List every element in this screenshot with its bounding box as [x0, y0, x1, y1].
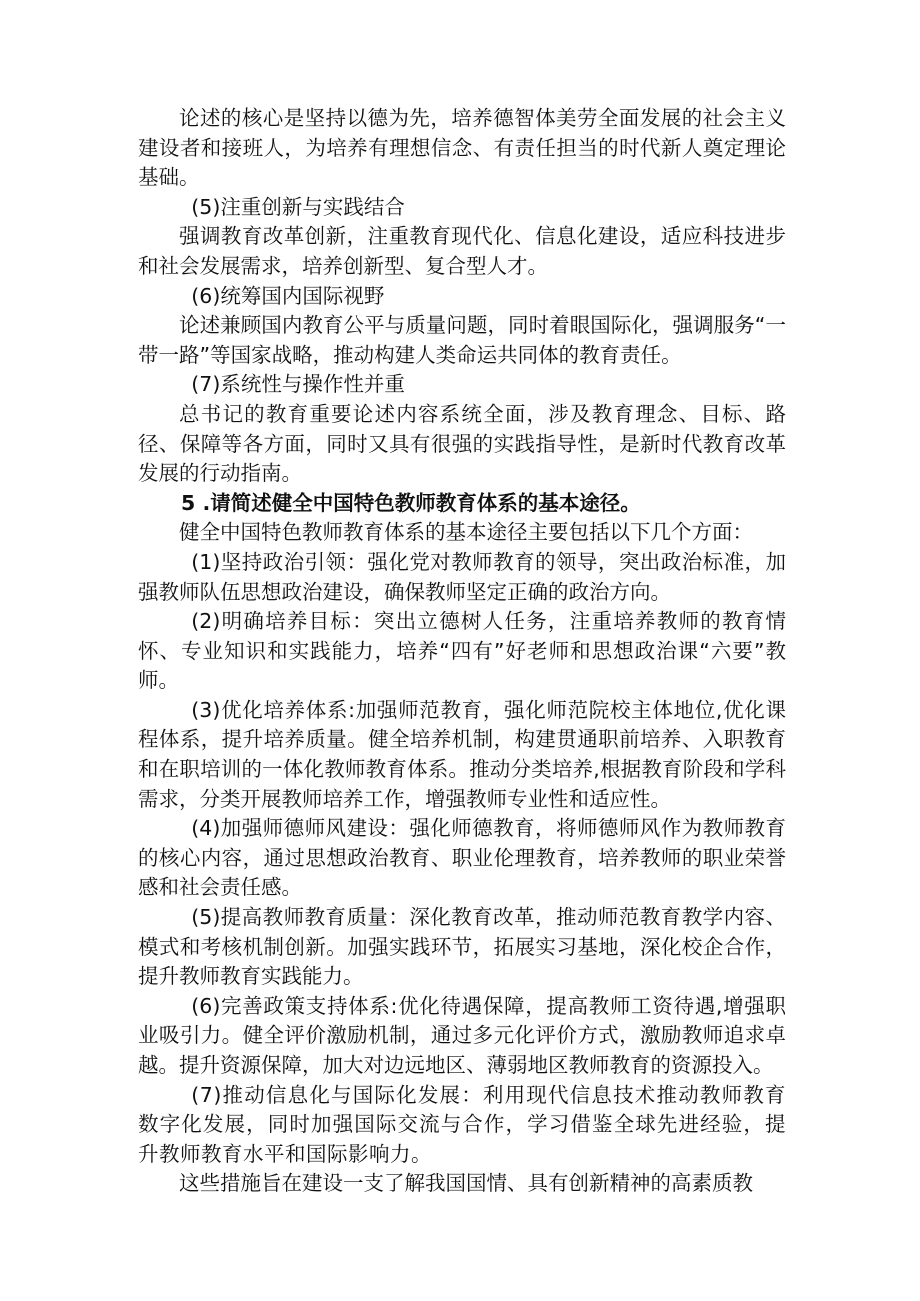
- paragraph-core-summary: 论述的核心是坚持以德为先，培养德智体美劳全面发展的社会主义建设者和接班人，为培养有理想信念、有责任担当的时代新人奠定理论基础。: [138, 106, 786, 190]
- list-item-political-guidance: (1)坚持政治引领：强化党对教师教育的领导，突出政治标准，加强教师队伍思想政治建设，确保教师坚定正确的政治方向。: [138, 549, 786, 604]
- list-item-education-quality: (5)提高教师教育质量：深化教育改革，推动师范教育教学内容、模式和考核机制创新。加强实践环节，拓展实习基地，深化校企合作，提升教师教育实践能力。: [138, 905, 786, 989]
- list-item-informatization-internationalization: (7)推动信息化与国际化发展：利用现代信息技术推动教师教育数字化发展，同时加强国际交流与合作，学习借鉴全球先进经验，提升教师教育水平和国际影响力。: [138, 1082, 786, 1166]
- list-item-training-goals: (2)明确培养目标：突出立德树人任务，注重培养教师的教育情怀、专业知识和实践能力，培养“四有”好老师和思想政治课“六要”教师。: [138, 609, 786, 693]
- list-item-teacher-ethics: (4)加强师德师风建设：强化师德教育，将师德师风作为教师教育的核心内容，通过思想政治教育、职业伦理教育，培养教师的职业荣誉感和社会责任感。: [138, 816, 786, 900]
- document-page: [138, 104, 786, 1199]
- heading-innovation-practice: (5)注重创新与实践结合: [191, 194, 405, 219]
- list-item-training-system: (3)优化培养体系:加强师范教育，强化师范院校主体地位,优化课程体系，提升培养质量。健全培养机制，构建贯通职前培养、入职教育和在职培训的一体化教师教育体系。推动分类培养,根据教育阶段和学科需求，分类开展教师培养工作，增强教师专业性和适应性。: [138, 697, 786, 811]
- paragraph-systematic-operational: 总书记的教育重要论述内容系统全面，涉及教育理念、目标、路径、保障等各方面，同时又具有很强的实践指导性，是新时代教育改革发展的行动指南。: [138, 401, 786, 486]
- paragraph-conclusion: 这些措施旨在建设一支了解我国国情、具有创新精神的高素质教: [179, 1171, 753, 1196]
- paragraph-innovation-practice: 强调教育改革创新，注重教育现代化、信息化建设，适应科技进步和社会发展需求，培养创新型、复合型人才。: [138, 224, 786, 278]
- heading-domestic-international: (6)统筹国内国际视野: [191, 283, 385, 308]
- question-5-heading: 5 .请简述健全中国特色教师教育体系的基本途径。: [181, 490, 641, 515]
- paragraph-domestic-international: 论述兼顾国内教育公平与质量问题，同时着眼国际化，强调服务“一带一路”等国家战略，推动构建人类命运共同体的教育责任。: [138, 313, 786, 367]
- list-item-policy-support: (6)完善政策支持体系:优化待遇保障，提高教师工资待遇,增强职业吸引力。健全评价激励机制，通过多元化评价方式，激励教师追求卓越。提升资源保障，加大对边远地区、薄弱地区教师教育的资源投入。: [138, 993, 786, 1077]
- paragraph-answer-intro: 健全中国特色教师教育体系的基本途径主要包括以下几个方面：: [179, 520, 753, 545]
- heading-systematic-operational: (7)系统性与操作性并重: [191, 372, 405, 397]
